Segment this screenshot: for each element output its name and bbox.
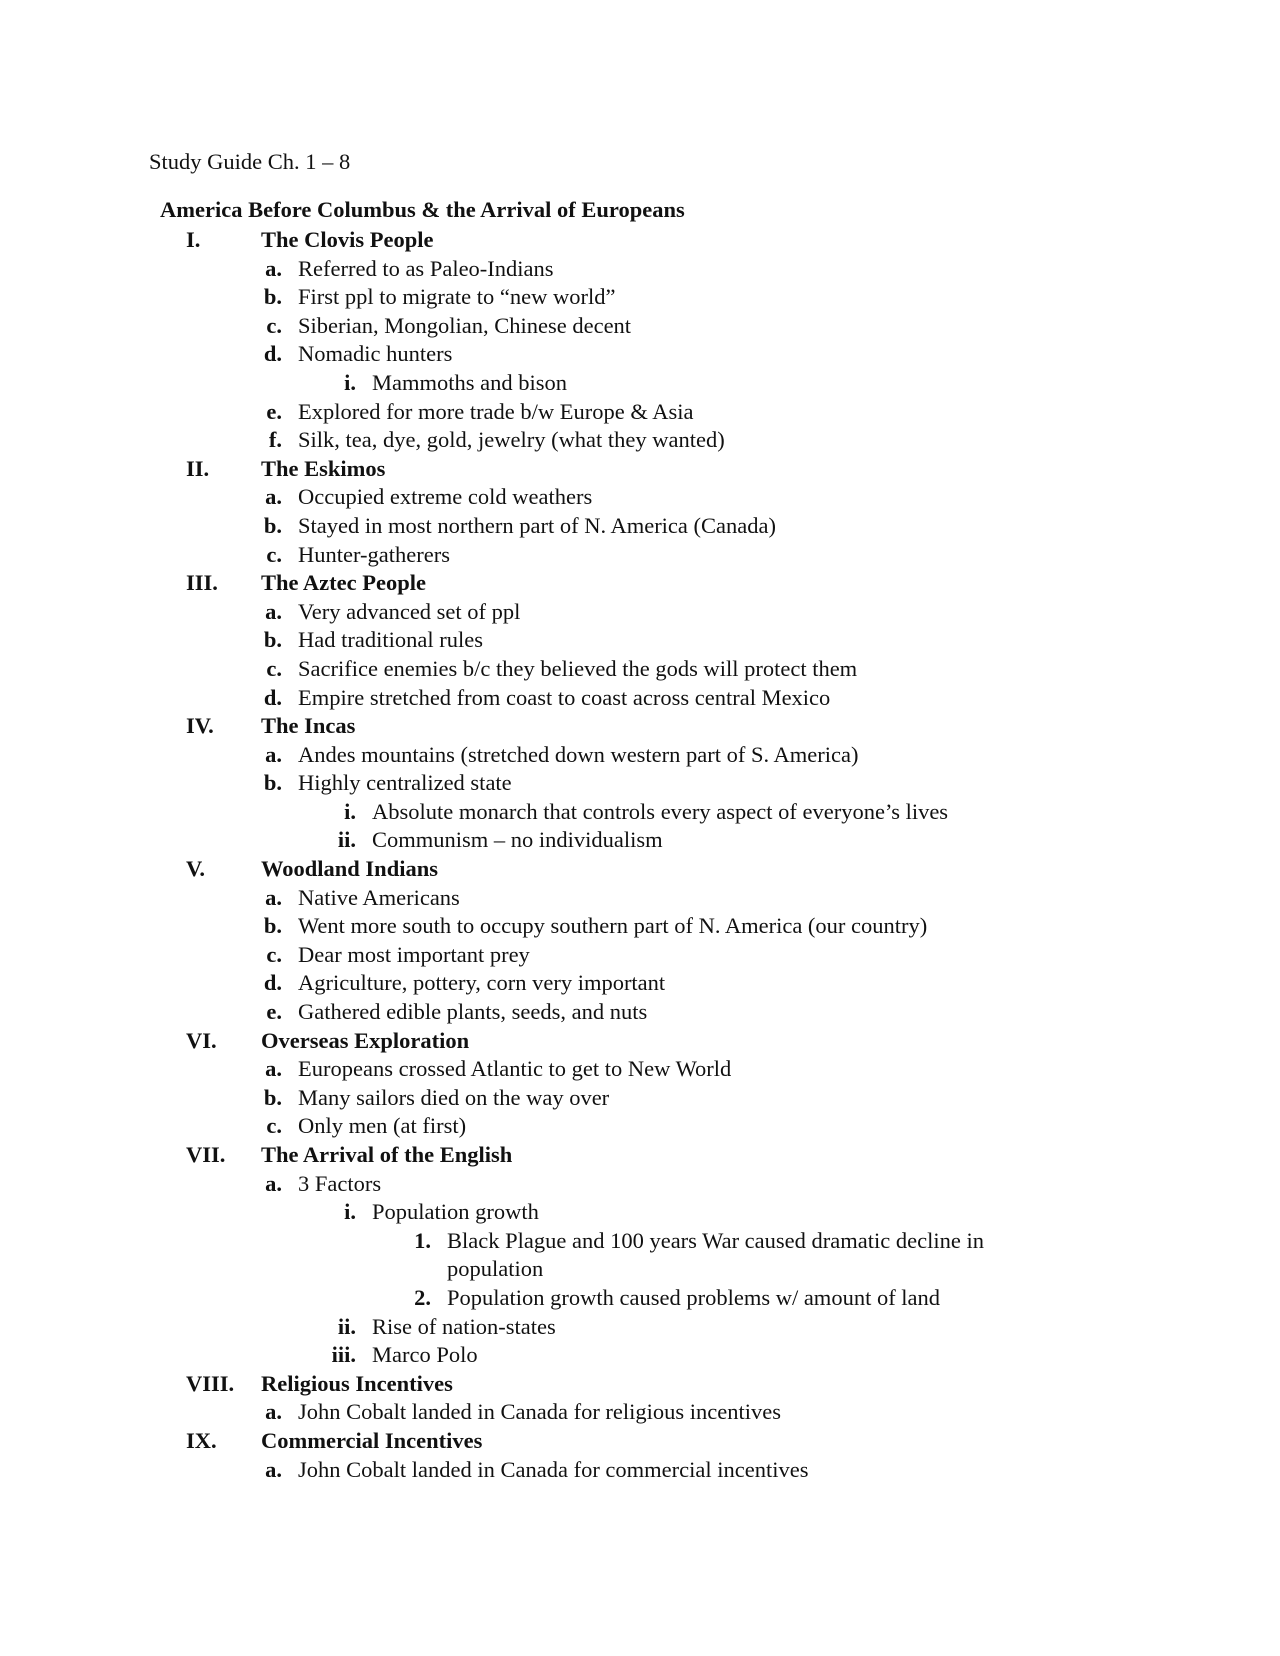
outline-item-text: Population growth caused problems w/ amount of land (447, 1284, 941, 1310)
outline-item (0, 969, 1280, 998)
outline-item-marker: c. (266, 541, 282, 567)
outline-item (0, 226, 1280, 255)
outline-item (0, 1284, 1280, 1313)
outline-item-text: Explored for more trade b/w Europe & Asia (298, 398, 694, 424)
outline-item-marker: i. (344, 369, 356, 395)
outline-item-text: Nomadic hunters (298, 341, 453, 367)
outline-item-text: Gathered edible plants, seeds, and nuts (298, 999, 648, 1025)
outline-item-text: The Arrival of the English (261, 1142, 513, 1167)
outline-item-text: Rise of nation-states (372, 1313, 556, 1339)
outline-item-text: The Aztec People (261, 570, 426, 596)
outline-item (0, 798, 1280, 827)
outline-item (0, 1084, 1280, 1113)
outline-item (0, 1198, 1280, 1227)
outline-item (0, 1055, 1280, 1084)
outline-item-marker: i. (344, 1199, 356, 1225)
outline-item-marker: a. (265, 741, 282, 767)
outline-item-marker: a. (265, 884, 282, 910)
outline-item-text: Went more south to occupy southern part of N. America (our country) (298, 913, 928, 939)
outline-item-text: Hunter-gatherers (298, 541, 450, 567)
outline-item-text: Religious Incentives (261, 1370, 453, 1396)
outline-item (0, 855, 1280, 884)
outline-item (0, 1255, 1280, 1284)
outline-item-marker: c. (266, 941, 282, 967)
outline-item-marker: IX. (186, 1427, 217, 1453)
outline-item-marker: III. (186, 570, 218, 596)
outline-item-marker: I. (186, 227, 201, 252)
outline-item-text: Only men (at first) (298, 1113, 467, 1139)
outline-item-marker: 1. (414, 1227, 431, 1253)
outline-item-marker: II. (186, 455, 210, 481)
outline-item (0, 598, 1280, 627)
outline-item (0, 1227, 1280, 1256)
outline-item-text: Europeans crossed Atlantic to get to New World (298, 1056, 732, 1082)
outline-item (0, 1313, 1280, 1342)
outline-item (0, 255, 1280, 284)
outline-item-text: Black Plague and 100 years War caused dramatic decline in (447, 1227, 984, 1253)
outline-item (0, 569, 1280, 598)
outline-item (0, 655, 1280, 684)
outline-item (0, 998, 1280, 1027)
outline-item-marker: b. (263, 913, 282, 939)
outline-item-marker: a. (265, 1056, 282, 1082)
outline-item-marker: e. (266, 398, 282, 424)
outline-item (0, 541, 1280, 570)
outline-item-text: Population growth (372, 1199, 539, 1225)
outline-item-marker: a. (265, 1399, 282, 1425)
document-title: Study Guide Ch. 1 – 8 (149, 149, 351, 174)
outline-item (0, 1112, 1280, 1141)
outline-item (0, 1341, 1280, 1370)
outline-item (0, 826, 1280, 855)
outline-item-text: Absolute monarch that controls every aspect of everyone’s lives (372, 798, 949, 824)
outline-item (0, 626, 1280, 655)
outline-item-marker: d. (263, 341, 282, 367)
outline-item-marker: VII. (186, 1142, 226, 1167)
outline-item-text: The Eskimos (261, 455, 386, 481)
outline-item (0, 398, 1280, 427)
outline-item (0, 912, 1280, 941)
outline-item-text: John Cobalt landed in Canada for religious incentives (298, 1399, 782, 1425)
outline-item (0, 769, 1280, 798)
outline-item (0, 884, 1280, 913)
section-heading: America Before Columbus & the Arrival of Europeans (160, 197, 685, 222)
outline-item-text: Highly centralized state (298, 770, 512, 796)
outline-item-marker: c. (266, 1113, 282, 1139)
outline-item (0, 1427, 1280, 1456)
outline-item-marker: IV. (186, 713, 214, 739)
outline-item-marker: iii. (331, 1342, 356, 1368)
outline-item (0, 483, 1280, 512)
outline-item-text: Woodland Indians (261, 856, 438, 882)
outline-item-marker: ii. (337, 827, 356, 853)
outline-item-text: population (447, 1256, 544, 1282)
outline-item-marker: VI. (186, 1027, 217, 1053)
outline-item-text: Commercial Incentives (261, 1427, 483, 1453)
outline-item-text: Marco Polo (372, 1342, 478, 1368)
outline-item-marker: V. (186, 856, 205, 882)
outline-item-marker: a. (265, 598, 282, 624)
outline-item-text: Had traditional rules (298, 627, 483, 653)
outline-item-marker: VIII. (186, 1370, 235, 1396)
outline-item-text: Communism – no individualism (372, 827, 663, 853)
outline-item-marker: b. (263, 1084, 282, 1110)
outline-item-marker: a. (265, 255, 282, 281)
outline-item (0, 312, 1280, 341)
outline-item-text: Silk, tea, dye, gold, jewelry (what they wanted) (298, 427, 725, 453)
outline-item (0, 741, 1280, 770)
outline-item-text: Empire stretched from coast to coast across central Mexico (298, 684, 831, 710)
outline-item-text: Stayed in most northern part of N. America (Canada) (298, 512, 776, 538)
outline-item (0, 1141, 1280, 1170)
outline-item-marker: a. (265, 1170, 282, 1196)
outline-item-marker: b. (263, 512, 282, 538)
outline-item-marker: i. (344, 798, 356, 824)
outline-item-text: The Clovis People (261, 227, 434, 252)
outline-item-marker: ii. (337, 1313, 356, 1339)
outline-item-marker: a. (265, 484, 282, 510)
outline-item-marker: b. (263, 284, 282, 310)
outline-item-marker: e. (266, 999, 282, 1025)
outline-item-text: Native Americans (298, 884, 460, 910)
outline-item-marker: c. (266, 655, 282, 681)
outline-item-marker: b. (263, 627, 282, 653)
outline-item-text: Overseas Exploration (261, 1027, 470, 1053)
outline-item (0, 712, 1280, 741)
outline-item (0, 512, 1280, 541)
outline-item (0, 1398, 1280, 1427)
outline-item-marker: d. (263, 684, 282, 710)
outline-item-text: 3 Factors (298, 1170, 382, 1196)
outline-item (0, 1370, 1280, 1399)
outline-list (0, 226, 1280, 1484)
outline-item (0, 1170, 1280, 1199)
outline-item-marker: a. (265, 1456, 282, 1482)
outline-item (0, 1456, 1280, 1485)
outline-item (0, 455, 1280, 484)
outline-item-text: John Cobalt landed in Canada for commercial incentives (298, 1456, 809, 1482)
outline-item-text: Many sailors died on the way over (298, 1084, 610, 1110)
outline-item-text: First ppl to migrate to “new world” (298, 284, 616, 310)
outline-item-marker: c. (266, 312, 282, 338)
outline-item (0, 1027, 1280, 1056)
outline-item (0, 369, 1280, 398)
outline-item-text: Occupied extreme cold weathers (298, 484, 593, 510)
outline-item (0, 941, 1280, 970)
outline-item-text: Andes mountains (stretched down western part of S. America) (298, 741, 859, 767)
outline-item (0, 426, 1280, 455)
outline-item-marker: d. (263, 970, 282, 996)
outline-item (0, 340, 1280, 369)
outline-item-text: Mammoths and bison (372, 369, 567, 395)
outline-item-marker: 2. (414, 1284, 431, 1310)
outline-item-text: Very advanced set of ppl (298, 598, 521, 624)
outline-item-text: Agriculture, pottery, corn very important (298, 970, 666, 996)
outline-item (0, 684, 1280, 713)
outline-item-text: Siberian, Mongolian, Chinese decent (298, 312, 632, 338)
outline-item-marker: f. (268, 427, 282, 453)
outline-item-text: The Incas (261, 713, 356, 739)
outline-item-marker: b. (263, 770, 282, 796)
outline-item-text: Dear most important prey (298, 941, 530, 967)
outline-item-text: Referred to as Paleo-Indians (298, 255, 554, 281)
outline-item (0, 283, 1280, 312)
outline-item-text: Sacrifice enemies b/c they believed the gods will protect them (298, 655, 858, 681)
